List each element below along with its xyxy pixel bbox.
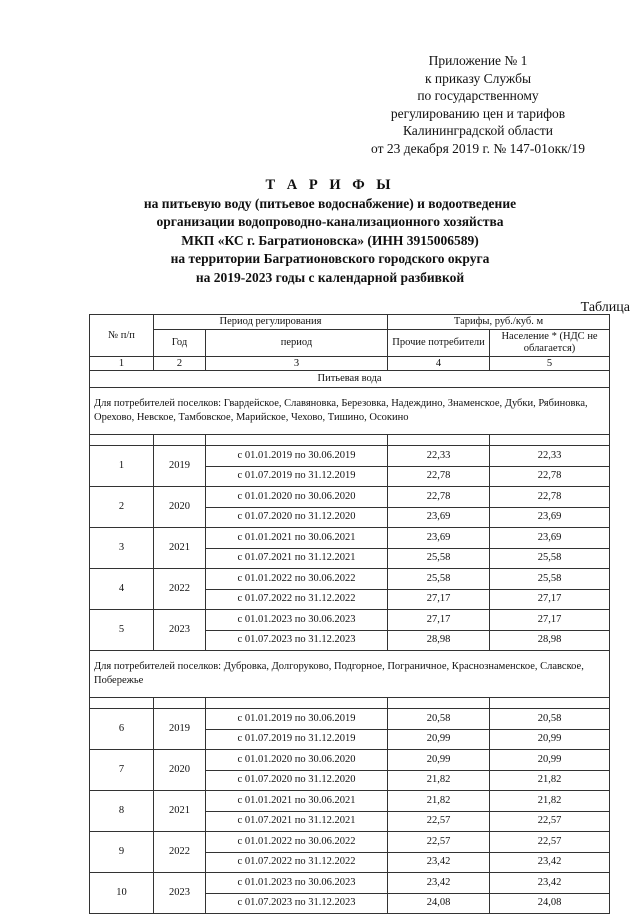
row-population-tariff: 23,69 [490,507,610,528]
row-population-tariff: 21,82 [490,791,610,812]
table-row [90,610,610,631]
row-period: с 01.01.2021 по 30.06.2021 [206,528,388,549]
row-period: с 01.07.2019 по 31.12.2019 [206,729,388,750]
row-other-tariff: 23,42 [388,852,490,873]
row-year: 2022 [154,569,206,610]
row-period: с 01.01.2019 по 30.06.2019 [206,709,388,730]
row-period: с 01.07.2019 по 31.12.2019 [206,466,388,487]
row-population-tariff: 22,57 [490,832,610,853]
row-population-tariff: 22,33 [490,446,610,467]
row-year: 2023 [154,610,206,651]
row-other-tariff: 20,58 [388,709,490,730]
row-period: с 01.01.2022 по 30.06.2022 [206,569,388,590]
row-population-tariff: 25,58 [490,548,610,569]
row-year: 2019 [154,446,206,487]
tariff-table [89,314,610,914]
spacer-cell [206,698,388,709]
row-other-tariff: 22,78 [388,466,490,487]
header-num: № п/п [90,315,154,357]
row-population-tariff: 21,82 [490,770,610,791]
row-period: с 01.01.2023 по 30.06.2023 [206,873,388,894]
spacer-cell [490,698,610,709]
row-other-tariff: 21,82 [388,770,490,791]
row-other-tariff: 25,58 [388,548,490,569]
row-period: с 01.07.2023 по 31.12.2023 [206,630,388,651]
row-other-tariff: 22,57 [388,811,490,832]
row-period: с 01.07.2021 по 31.12.2021 [206,548,388,569]
row-other-tariff: 23,42 [388,873,490,894]
row-period: с 01.07.2021 по 31.12.2021 [206,811,388,832]
row-other-tariff: 27,17 [388,610,490,631]
appendix-line: Калининградской области [402,123,554,138]
row-period: с 01.01.2022 по 30.06.2022 [206,832,388,853]
row-year: 2022 [154,832,206,873]
appendix-line: Приложение № 1 [428,53,528,68]
spacer-cell [154,698,206,709]
header-period-group: Период регулирования [154,315,388,330]
row-period: с 01.01.2020 по 30.06.2020 [206,487,388,508]
spacer-cell [90,698,154,709]
row-period: с 01.07.2022 по 31.12.2022 [206,852,388,873]
row-population-tariff: 27,17 [490,610,610,631]
appendix-line: от 23 декабря 2019 г. № 147-01окк/19 [371,140,585,156]
header-tariffs-group: Тарифы, руб./куб. м [388,315,610,330]
row-number: 1 [90,446,154,487]
appendix-line: по государственному [417,88,539,103]
row-population-tariff: 20,99 [490,729,610,750]
spacer-cell [206,435,388,446]
table-row [90,528,610,549]
row-year: 2021 [154,791,206,832]
row-other-tariff: 22,78 [388,487,490,508]
row-number: 10 [90,873,154,914]
row-number: 7 [90,750,154,791]
title-line: организации водопроводно-канализационного хозяйства [156,214,504,229]
group-note: Для потребителей поселков: Гвардейское, Славяновка, Березовка, Надеждино, Знаменское, Дубки, Рябиновка, Орехово, Невское, Тамбовское, Марийское, Чехово, Тишино, Осокино [90,388,610,435]
row-other-tariff: 28,98 [388,630,490,651]
row-number: 3 [90,528,154,569]
row-number: 2 [90,487,154,528]
row-year: 2020 [154,750,206,791]
row-period: с 01.01.2019 по 30.06.2019 [206,446,388,467]
table-row [90,832,610,853]
row-year: 2019 [154,709,206,750]
table-label: Таблица [580,300,630,315]
table-row [90,709,610,730]
row-population-tariff: 22,57 [490,811,610,832]
header-population: Население * (НДС не облагается) [490,330,610,357]
row-population-tariff: 25,58 [490,569,610,590]
row-population-tariff: 28,98 [490,630,610,651]
row-year: 2023 [154,873,206,914]
row-other-tariff: 27,17 [388,589,490,610]
row-number: 5 [90,610,154,651]
row-number: 8 [90,791,154,832]
header-other: Прочие потребители [388,330,490,357]
spacer-cell [388,435,490,446]
table-row [90,487,610,508]
row-other-tariff: 22,33 [388,446,490,467]
title-line: на 2019-2023 годы с календарной разбивкой [195,269,465,285]
title-line: МКП «КС г. Багратионовска» (ИНН 3915006589) [181,232,479,248]
appendix-block [348,52,608,157]
group-note: Для потребителей поселков: Дубровка, Долгоруково, Подгорное, Пограничное, Краснознаменское, Славское, Побережье [90,651,610,698]
spacer-cell [154,435,206,446]
document-title [40,176,620,287]
col-number: 5 [490,357,610,371]
row-other-tariff: 24,08 [388,893,490,914]
row-period: с 01.01.2023 по 30.06.2023 [206,610,388,631]
appendix-line: регулированию цен и тарифов [390,105,566,121]
row-year: 2021 [154,528,206,569]
row-number: 6 [90,709,154,750]
table-row [90,873,610,894]
spacer-cell [90,435,154,446]
title-main: Т А Р И Ф Ы [265,177,395,193]
row-population-tariff: 22,78 [490,487,610,508]
row-population-tariff: 20,99 [490,750,610,771]
table-row [90,750,610,771]
row-population-tariff: 24,08 [490,893,610,914]
title-line: на питьевую воду (питьевое водоснабжение) и водоотведение [143,195,517,211]
spacer-cell [388,698,490,709]
table-row [90,569,610,590]
row-year: 2020 [154,487,206,528]
row-population-tariff: 20,58 [490,709,610,730]
row-other-tariff: 22,57 [388,832,490,853]
row-other-tariff: 20,99 [388,750,490,771]
row-period: с 01.07.2020 по 31.12.2020 [206,770,388,791]
row-other-tariff: 23,69 [388,507,490,528]
row-other-tariff: 25,58 [388,569,490,590]
row-other-tariff: 21,82 [388,791,490,812]
header-period: период [206,330,388,357]
row-period: с 01.01.2021 по 30.06.2021 [206,791,388,812]
table-row [90,446,610,467]
row-period: с 01.07.2022 по 31.12.2022 [206,589,388,610]
col-number: 3 [206,357,388,371]
title-line: на территории Багратионовского городского округа [170,251,490,266]
spacer-cell [490,435,610,446]
col-number: 2 [154,357,206,371]
row-population-tariff: 23,42 [490,852,610,873]
row-number: 4 [90,569,154,610]
row-period: с 01.01.2020 по 30.06.2020 [206,750,388,771]
row-period: с 01.07.2020 по 31.12.2020 [206,507,388,528]
appendix-line: к приказу Службы [424,70,532,86]
table-body [90,371,610,914]
header-year: Год [154,330,206,357]
row-other-tariff: 20,99 [388,729,490,750]
section-title: Питьевая вода [90,371,610,388]
table-row [90,791,610,812]
row-period: с 01.07.2023 по 31.12.2023 [206,893,388,914]
row-population-tariff: 23,42 [490,873,610,894]
col-number: 4 [388,357,490,371]
row-population-tariff: 22,78 [490,466,610,487]
row-population-tariff: 23,69 [490,528,610,549]
row-population-tariff: 27,17 [490,589,610,610]
col-number: 1 [90,357,154,371]
row-other-tariff: 23,69 [388,528,490,549]
row-number: 9 [90,832,154,873]
